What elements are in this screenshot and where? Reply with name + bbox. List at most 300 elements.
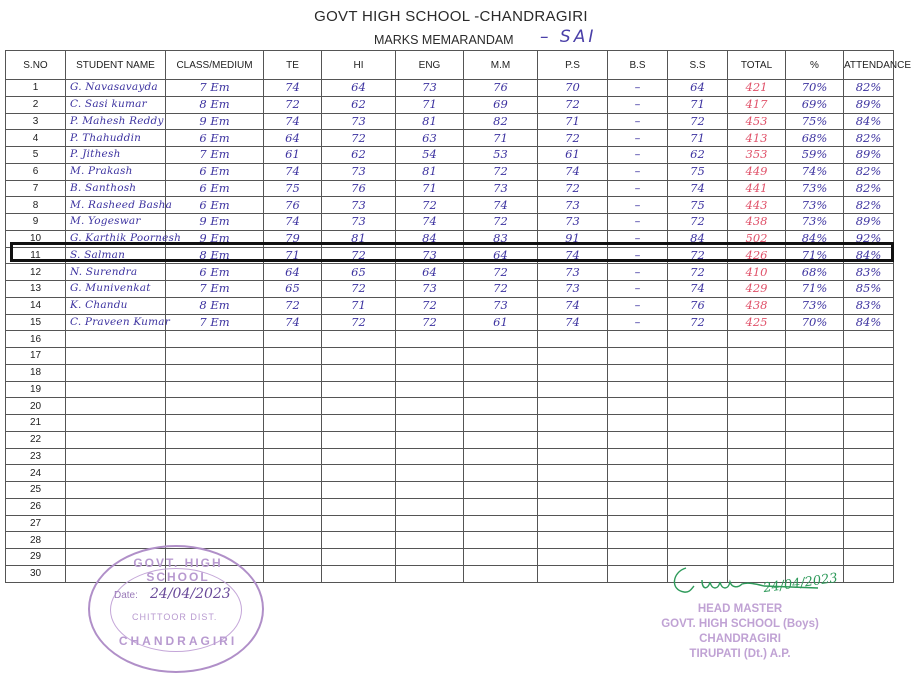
cell-ps: 72	[538, 96, 608, 113]
cell-te: 74	[264, 314, 322, 331]
cell-te	[264, 448, 322, 465]
cell-te	[264, 498, 322, 515]
cell-att	[844, 532, 894, 549]
cell-name	[66, 498, 166, 515]
cell-class	[166, 415, 264, 432]
cell-bs	[608, 448, 668, 465]
cell-bs: –	[608, 247, 668, 264]
cell-mm	[464, 364, 538, 381]
cell-mm	[464, 465, 538, 482]
table-row	[6, 331, 894, 348]
seal-date-label: Date:	[114, 590, 138, 601]
cell-att	[844, 482, 894, 499]
cell-class	[166, 448, 264, 465]
cell-total: 417	[728, 96, 786, 113]
cell-eng: 73	[396, 80, 464, 97]
cell-hi	[322, 348, 396, 365]
cell-eng	[396, 448, 464, 465]
column-header: TOTAL	[728, 51, 786, 80]
cell-class: 7 Em	[166, 80, 264, 97]
cell-class	[166, 381, 264, 398]
cell-hi	[322, 532, 396, 549]
cell-bs: –	[608, 163, 668, 180]
table-row	[6, 80, 894, 97]
cell-eng	[396, 331, 464, 348]
marks-table	[5, 50, 911, 583]
cell-eng: 72	[396, 314, 464, 331]
cell-hi: 81	[322, 230, 396, 247]
column-header: ENG	[396, 51, 464, 80]
cell-ss: 72	[668, 247, 728, 264]
table-row	[6, 130, 894, 147]
cell-pct	[786, 331, 844, 348]
cell-te	[264, 348, 322, 365]
cell-hi	[322, 398, 396, 415]
cell-eng: 81	[396, 113, 464, 130]
headmaster-district: TIRUPATI (Dt.) A.P.	[689, 648, 791, 660]
cell-eng	[396, 348, 464, 365]
cell-att	[844, 465, 894, 482]
cell-te	[264, 364, 322, 381]
column-header: B.S	[608, 51, 668, 80]
cell-ss: 72	[668, 264, 728, 281]
cell-ss: 74	[668, 180, 728, 197]
cell-pct: 75%	[786, 113, 844, 130]
cell-ss	[668, 415, 728, 432]
cell-name: K. Chandu	[66, 297, 166, 314]
cell-total: 413	[728, 130, 786, 147]
cell-total: 421	[728, 80, 786, 97]
cell-pct	[786, 448, 844, 465]
cell-hi	[322, 549, 396, 566]
cell-mm: 73	[464, 297, 538, 314]
cell-bs	[608, 482, 668, 499]
cell-class	[166, 431, 264, 448]
cell-ss	[668, 331, 728, 348]
cell-hi	[322, 498, 396, 515]
table-row	[6, 314, 894, 331]
cell-ps: 91	[538, 230, 608, 247]
headmaster-stamp	[640, 602, 840, 662]
cell-mm	[464, 565, 538, 582]
cell-hi: 62	[322, 96, 396, 113]
cell-name	[66, 532, 166, 549]
table-row	[6, 230, 894, 247]
table-body	[6, 80, 894, 583]
cell-mm: 83	[464, 230, 538, 247]
cell-class: 7 Em	[166, 281, 264, 298]
cell-sno: 25	[6, 482, 66, 499]
column-header: STUDENT NAME	[66, 51, 166, 80]
table-row	[6, 482, 894, 499]
cell-att: 83%	[844, 297, 894, 314]
cell-sno: 11	[6, 247, 66, 264]
cell-total	[728, 532, 786, 549]
cell-pct: 70%	[786, 80, 844, 97]
cell-ss: 71	[668, 130, 728, 147]
cell-total	[728, 364, 786, 381]
cell-hi: 72	[322, 314, 396, 331]
cell-ss: 72	[668, 113, 728, 130]
cell-bs	[608, 415, 668, 432]
cell-class: 6 Em	[166, 264, 264, 281]
cell-pct: 70%	[786, 314, 844, 331]
cell-bs	[608, 348, 668, 365]
cell-ps: 74	[538, 163, 608, 180]
cell-hi	[322, 431, 396, 448]
handwritten-note: – SAI	[540, 27, 597, 47]
cell-name	[66, 381, 166, 398]
cell-name: G. Navasavayda	[66, 80, 166, 97]
column-header: HI	[322, 51, 396, 80]
cell-eng: 73	[396, 247, 464, 264]
cell-hi	[322, 565, 396, 582]
cell-sno: 27	[6, 515, 66, 532]
cell-eng	[396, 431, 464, 448]
cell-mm	[464, 331, 538, 348]
cell-att: 82%	[844, 180, 894, 197]
cell-att: 83%	[844, 264, 894, 281]
cell-sno: 13	[6, 281, 66, 298]
cell-te: 74	[264, 163, 322, 180]
cell-total: 441	[728, 180, 786, 197]
cell-eng: 81	[396, 163, 464, 180]
cell-hi	[322, 381, 396, 398]
cell-eng: 74	[396, 214, 464, 231]
cell-pct: 73%	[786, 180, 844, 197]
cell-total	[728, 515, 786, 532]
cell-ps: 72	[538, 180, 608, 197]
cell-class: 9 Em	[166, 113, 264, 130]
column-header: ATTENDANCE	[844, 51, 894, 80]
cell-sno: 19	[6, 381, 66, 398]
cell-total	[728, 415, 786, 432]
cell-ps	[538, 448, 608, 465]
cell-sno: 7	[6, 180, 66, 197]
cell-eng	[396, 398, 464, 415]
cell-name	[66, 465, 166, 482]
cell-ps: 73	[538, 214, 608, 231]
cell-att: 82%	[844, 163, 894, 180]
cell-hi: 71	[322, 297, 396, 314]
cell-name	[66, 431, 166, 448]
cell-mm: 73	[464, 180, 538, 197]
cell-hi	[322, 515, 396, 532]
cell-mm	[464, 398, 538, 415]
cell-mm	[464, 515, 538, 532]
cell-mm: 72	[464, 264, 538, 281]
cell-te: 75	[264, 180, 322, 197]
cell-sno: 2	[6, 96, 66, 113]
cell-eng: 64	[396, 264, 464, 281]
cell-ps	[538, 331, 608, 348]
cell-bs: –	[608, 297, 668, 314]
cell-bs	[608, 549, 668, 566]
cell-class: 8 Em	[166, 96, 264, 113]
cell-eng	[396, 532, 464, 549]
cell-name: C. Praveen Kumar	[66, 314, 166, 331]
cell-sno: 6	[6, 163, 66, 180]
table-row	[6, 214, 894, 231]
cell-att: 84%	[844, 113, 894, 130]
cell-total: 410	[728, 264, 786, 281]
cell-eng	[396, 482, 464, 499]
cell-pct: 68%	[786, 264, 844, 281]
cell-name: C. Sasi kumar	[66, 96, 166, 113]
table-row	[6, 415, 894, 432]
cell-bs: –	[608, 197, 668, 214]
cell-te	[264, 549, 322, 566]
cell-ps	[538, 532, 608, 549]
cell-sno: 18	[6, 364, 66, 381]
cell-att	[844, 515, 894, 532]
cell-att: 82%	[844, 80, 894, 97]
cell-bs: –	[608, 147, 668, 164]
cell-total: 443	[728, 197, 786, 214]
cell-eng	[396, 565, 464, 582]
cell-ps	[538, 498, 608, 515]
cell-ss	[668, 398, 728, 415]
cell-ss	[668, 364, 728, 381]
column-header: S.S	[668, 51, 728, 80]
cell-te	[264, 465, 322, 482]
cell-bs	[608, 515, 668, 532]
cell-ps	[538, 549, 608, 566]
cell-sno: 16	[6, 331, 66, 348]
cell-eng: 72	[396, 297, 464, 314]
cell-class: 7 Em	[166, 314, 264, 331]
cell-pct: 69%	[786, 96, 844, 113]
cell-mm: 71	[464, 130, 538, 147]
cell-sno: 26	[6, 498, 66, 515]
cell-name: M. Prakash	[66, 163, 166, 180]
cell-hi: 72	[322, 247, 396, 264]
cell-class: 6 Em	[166, 180, 264, 197]
cell-name	[66, 448, 166, 465]
cell-pct: 73%	[786, 197, 844, 214]
cell-mm: 53	[464, 147, 538, 164]
cell-sno: 10	[6, 230, 66, 247]
cell-te	[264, 565, 322, 582]
cell-hi: 64	[322, 80, 396, 97]
cell-total: 426	[728, 247, 786, 264]
cell-eng	[396, 364, 464, 381]
cell-ss	[668, 515, 728, 532]
cell-ps	[538, 381, 608, 398]
seal-district: CHITTOOR DIST.	[132, 612, 218, 622]
cell-mm	[464, 381, 538, 398]
cell-total: 502	[728, 230, 786, 247]
cell-ps	[538, 431, 608, 448]
cell-pct	[786, 431, 844, 448]
cell-bs: –	[608, 264, 668, 281]
cell-pct	[786, 348, 844, 365]
cell-total	[728, 448, 786, 465]
cell-ss: 72	[668, 214, 728, 231]
cell-att	[844, 398, 894, 415]
cell-hi	[322, 465, 396, 482]
document-subtitle: MARKS MEMARANDAM	[374, 33, 514, 47]
cell-ss	[668, 532, 728, 549]
table-row	[6, 498, 894, 515]
cell-mm	[464, 448, 538, 465]
cell-bs	[608, 498, 668, 515]
cell-ps	[538, 398, 608, 415]
cell-hi: 73	[322, 163, 396, 180]
table-row	[6, 281, 894, 298]
cell-eng: 84	[396, 230, 464, 247]
column-header: P.S	[538, 51, 608, 80]
cell-eng: 71	[396, 96, 464, 113]
cell-te	[264, 515, 322, 532]
cell-class: 6 Em	[166, 130, 264, 147]
cell-name: M. Yogeswar	[66, 214, 166, 231]
cell-hi: 76	[322, 180, 396, 197]
cell-sno: 1	[6, 80, 66, 97]
cell-bs: –	[608, 214, 668, 231]
cell-sno: 28	[6, 532, 66, 549]
cell-bs	[608, 398, 668, 415]
cell-ss	[668, 348, 728, 365]
cell-class: 7 Em	[166, 147, 264, 164]
cell-att: 84%	[844, 314, 894, 331]
cell-total	[728, 498, 786, 515]
cell-class	[166, 498, 264, 515]
cell-ps: 71	[538, 113, 608, 130]
cell-bs	[608, 431, 668, 448]
cell-sno: 15	[6, 314, 66, 331]
cell-mm: 72	[464, 163, 538, 180]
cell-pct: 73%	[786, 214, 844, 231]
cell-att	[844, 448, 894, 465]
cell-mm	[464, 482, 538, 499]
headmaster-town: CHANDRAGIRI	[699, 633, 781, 645]
cell-hi: 72	[322, 281, 396, 298]
cell-eng	[396, 498, 464, 515]
cell-pct	[786, 381, 844, 398]
cell-name: P. Mahesh Reddy	[66, 113, 166, 130]
table-row	[6, 96, 894, 113]
cell-mm: 69	[464, 96, 538, 113]
cell-class: 9 Em	[166, 230, 264, 247]
table-row	[6, 197, 894, 214]
cell-ss: 71	[668, 96, 728, 113]
cell-pct: 73%	[786, 297, 844, 314]
cell-ss	[668, 482, 728, 499]
cell-class	[166, 482, 264, 499]
table-row	[6, 532, 894, 549]
cell-ss: 75	[668, 197, 728, 214]
cell-mm	[464, 431, 538, 448]
cell-name	[66, 348, 166, 365]
cell-class	[166, 348, 264, 365]
cell-te: 64	[264, 264, 322, 281]
cell-pct: 74%	[786, 163, 844, 180]
cell-bs	[608, 565, 668, 582]
cell-ps: 70	[538, 80, 608, 97]
cell-hi: 72	[322, 130, 396, 147]
cell-name: N. Surendra	[66, 264, 166, 281]
cell-eng: 63	[396, 130, 464, 147]
cell-bs: –	[608, 80, 668, 97]
cell-class: 9 Em	[166, 214, 264, 231]
cell-ss	[668, 465, 728, 482]
cell-att: 92%	[844, 230, 894, 247]
cell-name	[66, 415, 166, 432]
cell-te: 61	[264, 147, 322, 164]
cell-bs: –	[608, 281, 668, 298]
cell-att	[844, 415, 894, 432]
cell-ss: 76	[668, 297, 728, 314]
table-row	[6, 381, 894, 398]
cell-sno: 4	[6, 130, 66, 147]
cell-te: 65	[264, 281, 322, 298]
seal-top-text: GOVT. HIGH SCHOOL	[133, 556, 223, 584]
cell-te	[264, 431, 322, 448]
cell-sno: 21	[6, 415, 66, 432]
cell-te	[264, 415, 322, 432]
table-row	[6, 431, 894, 448]
cell-total	[728, 331, 786, 348]
cell-hi: 73	[322, 214, 396, 231]
column-header: M.M	[464, 51, 538, 80]
cell-ss: 84	[668, 230, 728, 247]
cell-mm: 82	[464, 113, 538, 130]
cell-att: 82%	[844, 197, 894, 214]
cell-ps	[538, 364, 608, 381]
table-row	[6, 448, 894, 465]
cell-bs: –	[608, 314, 668, 331]
cell-ss: 72	[668, 314, 728, 331]
cell-ps	[538, 415, 608, 432]
cell-te: 79	[264, 230, 322, 247]
table-row	[6, 264, 894, 281]
cell-att: 89%	[844, 96, 894, 113]
cell-total: 429	[728, 281, 786, 298]
cell-sno: 8	[6, 197, 66, 214]
cell-pct	[786, 498, 844, 515]
cell-class: 6 Em	[166, 163, 264, 180]
cell-bs: –	[608, 230, 668, 247]
cell-hi	[322, 482, 396, 499]
table-row	[6, 297, 894, 314]
cell-total: 353	[728, 147, 786, 164]
cell-total: 425	[728, 314, 786, 331]
headmaster-school: GOVT. HIGH SCHOOL (Boys)	[661, 618, 819, 630]
cell-mm: 61	[464, 314, 538, 331]
table-row	[6, 364, 894, 381]
cell-pct: 71%	[786, 247, 844, 264]
cell-eng	[396, 381, 464, 398]
cell-pct: 59%	[786, 147, 844, 164]
cell-te: 74	[264, 113, 322, 130]
cell-mm	[464, 348, 538, 365]
cell-class: 8 Em	[166, 297, 264, 314]
cell-total: 449	[728, 163, 786, 180]
cell-ps: 72	[538, 130, 608, 147]
cell-eng: 72	[396, 197, 464, 214]
table-header-row	[6, 51, 894, 80]
cell-sno: 22	[6, 431, 66, 448]
table-row	[6, 398, 894, 415]
cell-name: B. Santhosh	[66, 180, 166, 197]
cell-mm	[464, 415, 538, 432]
cell-te	[264, 532, 322, 549]
cell-class	[166, 364, 264, 381]
cell-bs	[608, 364, 668, 381]
cell-mm	[464, 532, 538, 549]
cell-te	[264, 381, 322, 398]
